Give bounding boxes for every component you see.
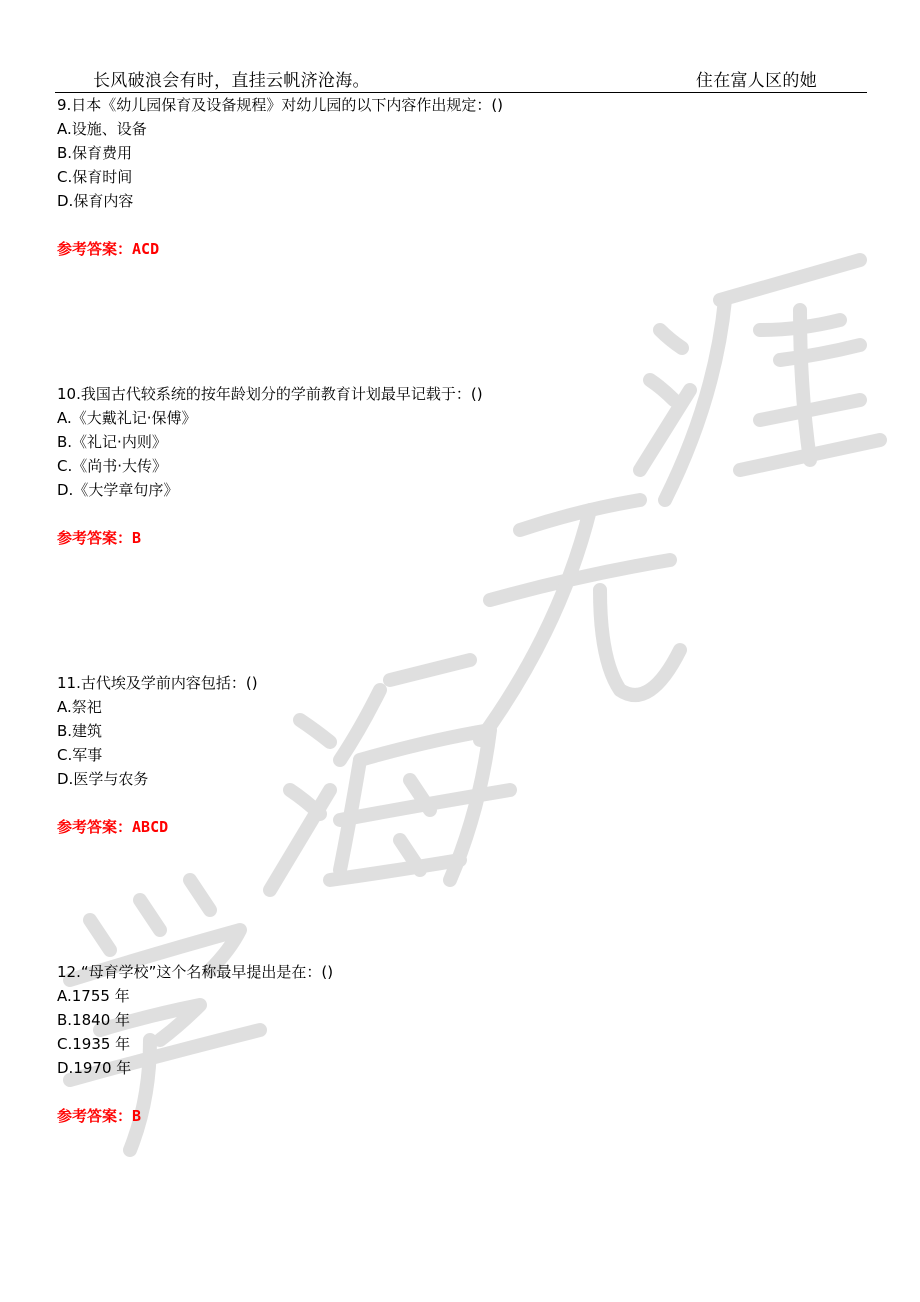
option-c: C.保育时间	[57, 168, 133, 186]
answer-value: B	[132, 529, 142, 547]
header-motto: 长风破浪会有时，直挂云帆济沧海。	[93, 71, 370, 91]
question-10	[57, 382, 857, 550]
option-a: A.设施、设备	[57, 120, 147, 138]
option-c: C.《尚书·大传》	[57, 457, 168, 475]
answer-label: 参考答案：	[57, 818, 133, 836]
reference-answer	[57, 237, 857, 261]
option-b: B.建筑	[57, 722, 103, 740]
option-a: A.1755 年	[57, 987, 130, 1005]
reference-answer	[57, 815, 857, 839]
answer-value: ABCD	[132, 818, 169, 836]
page-header	[55, 62, 867, 93]
option-d: D.保育内容	[57, 192, 134, 210]
option-c: C.军事	[57, 746, 103, 764]
option-b: B.保育费用	[57, 144, 133, 162]
option-a: A.祭祀	[57, 698, 102, 716]
question-9	[57, 93, 857, 261]
answer-value: B	[132, 1107, 142, 1125]
question-text: 9.日本《幼儿园保育及设备规程》对幼儿园的以下内容作出规定：()	[57, 96, 504, 114]
question-text: 11.古代埃及学前内容包括：()	[57, 674, 258, 692]
question-text: 10.我国古代较系统的按年龄划分的学前教育计划最早记载于：()	[57, 385, 483, 403]
reference-answer	[57, 526, 857, 550]
option-d: D.医学与农务	[57, 770, 149, 788]
option-d: D.《大学章句序》	[57, 481, 179, 499]
reference-answer	[57, 1104, 857, 1128]
option-b: B.1840 年	[57, 1011, 131, 1029]
answer-label: 参考答案：	[57, 240, 133, 258]
question-12	[57, 960, 857, 1128]
option-d: D.1970 年	[57, 1059, 132, 1077]
option-a: A.《大戴礼记·保傅》	[57, 409, 197, 427]
header-author: 住在富人区的她	[695, 71, 817, 91]
question-text: 12.“母育学校”这个名称最早提出是在：()	[57, 963, 334, 981]
answer-value: ACD	[132, 240, 160, 258]
answer-label: 参考答案：	[57, 1107, 133, 1125]
option-b: B.《礼记·内则》	[57, 433, 167, 451]
question-11	[57, 671, 857, 839]
option-c: C.1935 年	[57, 1035, 131, 1053]
answer-label: 参考答案：	[57, 529, 133, 547]
